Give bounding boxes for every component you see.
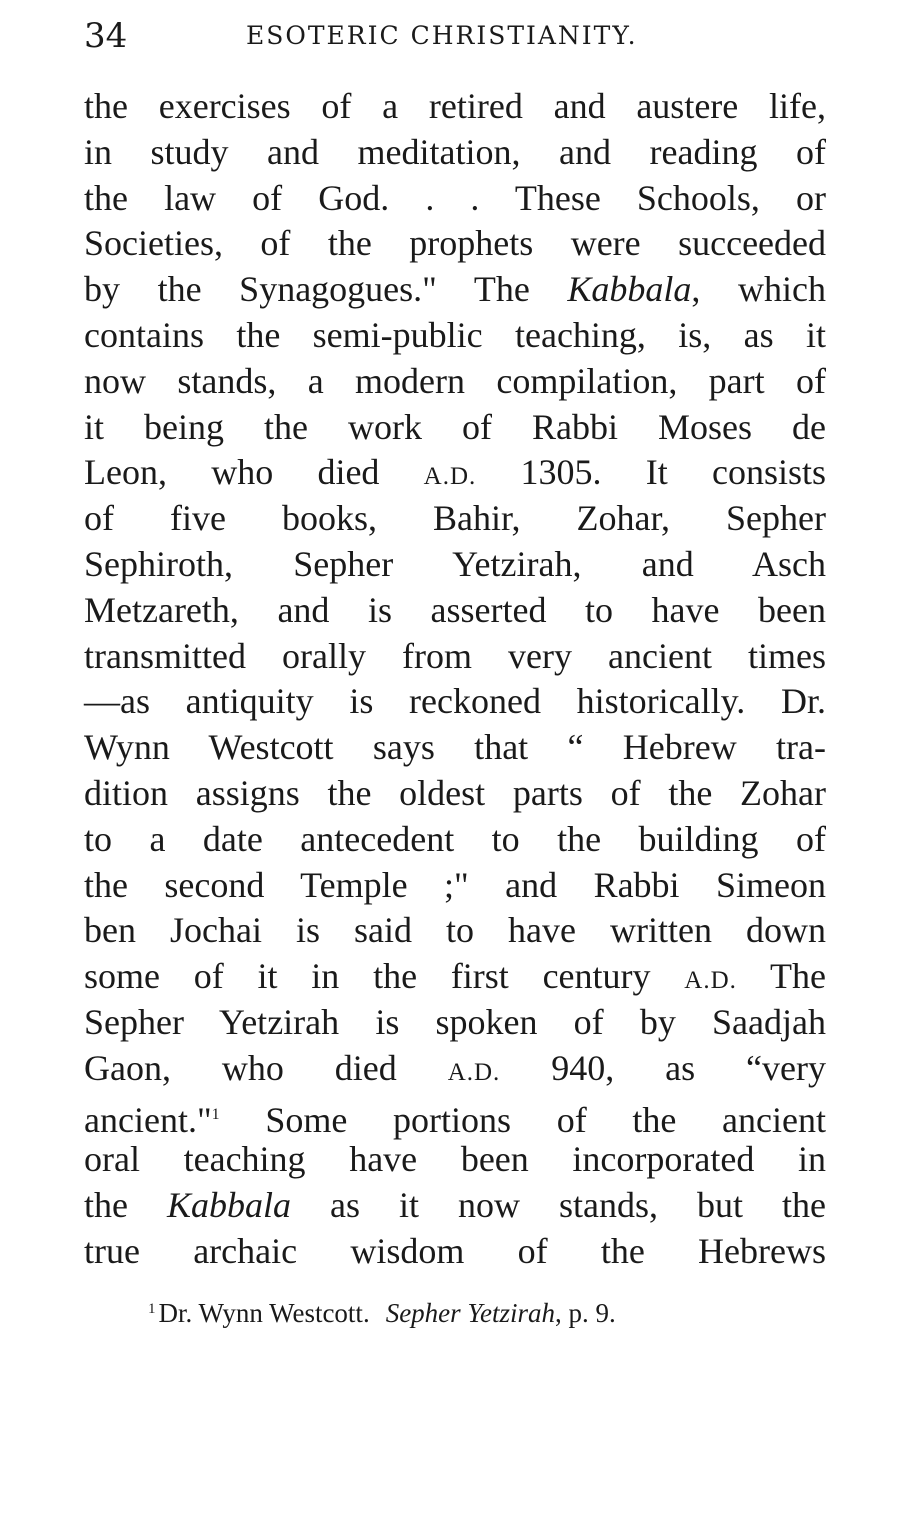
- text-segment: some of it in the first century: [84, 956, 685, 997]
- text-line: the exercises of a retired and austere life,: [84, 86, 826, 126]
- italic-title: Kabbala: [166, 1185, 291, 1226]
- text-line: [84, 450, 826, 496]
- text-segment: , which: [691, 269, 827, 310]
- page-header: [84, 16, 826, 56]
- text-line: Sepher Yetzirah is spoken of by Saadjah: [84, 1001, 826, 1042]
- text-line: transmitted orally from very ancient times: [84, 635, 826, 676]
- text-segment: Leon, who died: [84, 452, 424, 493]
- small-caps-era: A.D.: [684, 967, 737, 995]
- text-line: it being the work of Rabbi Moses de: [84, 406, 826, 447]
- text-segment: The: [736, 956, 826, 997]
- text-line: [84, 1092, 826, 1138]
- text-line: the law of God. . . These Schools, or: [84, 177, 826, 218]
- text-segment: by the Synagogues." The: [84, 269, 568, 310]
- text-segment: Gaon, who died: [84, 1047, 448, 1088]
- footnote-author: Dr. Wynn Westcott.: [158, 1298, 370, 1328]
- text-line: true archaic wisdom of the Hebrews: [84, 1230, 826, 1271]
- text-line: Sephiroth, Sepher Yetzirah, and Asch: [84, 543, 826, 584]
- text-line: Metzareth, and is asserted to have been: [84, 589, 826, 630]
- footnote: [148, 1292, 788, 1330]
- footnote-title: Sepher Yetzirah: [385, 1298, 555, 1328]
- text-line: oral teaching have been incorporated in: [84, 1139, 826, 1180]
- italic-title: Kabbala: [567, 269, 692, 310]
- text-line: in study and meditation, and reading of: [84, 131, 826, 172]
- small-caps-era: A.D.: [423, 463, 477, 491]
- text-segment: ancient.": [84, 1099, 212, 1140]
- footnote-page: , p. 9.: [554, 1298, 616, 1328]
- text-line: Societies, of the prophets were succeeded: [84, 223, 826, 264]
- text-segment: Some portions of the ancient: [219, 1099, 826, 1140]
- text-line: [84, 267, 826, 313]
- page-number: 34: [84, 16, 128, 56]
- text-line: the second Temple ;" and Rabbi Simeon: [84, 864, 826, 905]
- text-line: of five books, Bahir, Zohar, Sepher: [84, 498, 826, 539]
- text-segment: 1305. It consists: [476, 452, 826, 493]
- text-line: —as antiquity is reckoned historically. Dr.: [84, 681, 826, 722]
- body-text: [84, 84, 826, 1275]
- footnote-reference: 1: [211, 1105, 220, 1123]
- text-line: now stands, a modern compilation, part of: [84, 360, 826, 401]
- footnote-marker: 1: [148, 1301, 156, 1317]
- text-line: [84, 1046, 826, 1092]
- text-segment: the: [84, 1185, 167, 1226]
- text-line: dition assigns the oldest parts of the Zohar: [84, 772, 826, 813]
- text-segment: as it now stands, but the: [291, 1185, 826, 1226]
- text-line: [84, 954, 826, 1000]
- text-line: [84, 1183, 826, 1229]
- text-segment: 940, as “very: [500, 1047, 826, 1088]
- text-line: contains the semi-public teaching, is, as it: [84, 314, 826, 355]
- text-line: to a date antecedent to the building of: [84, 818, 826, 859]
- text-line: ben Jochai is said to have written down: [84, 910, 826, 951]
- text-line: Wynn Westcott says that “ Hebrew tra-: [84, 727, 826, 768]
- small-caps-era: A.D.: [447, 1058, 501, 1086]
- running-title: ESOTERIC CHRISTIANITY.: [246, 21, 638, 50]
